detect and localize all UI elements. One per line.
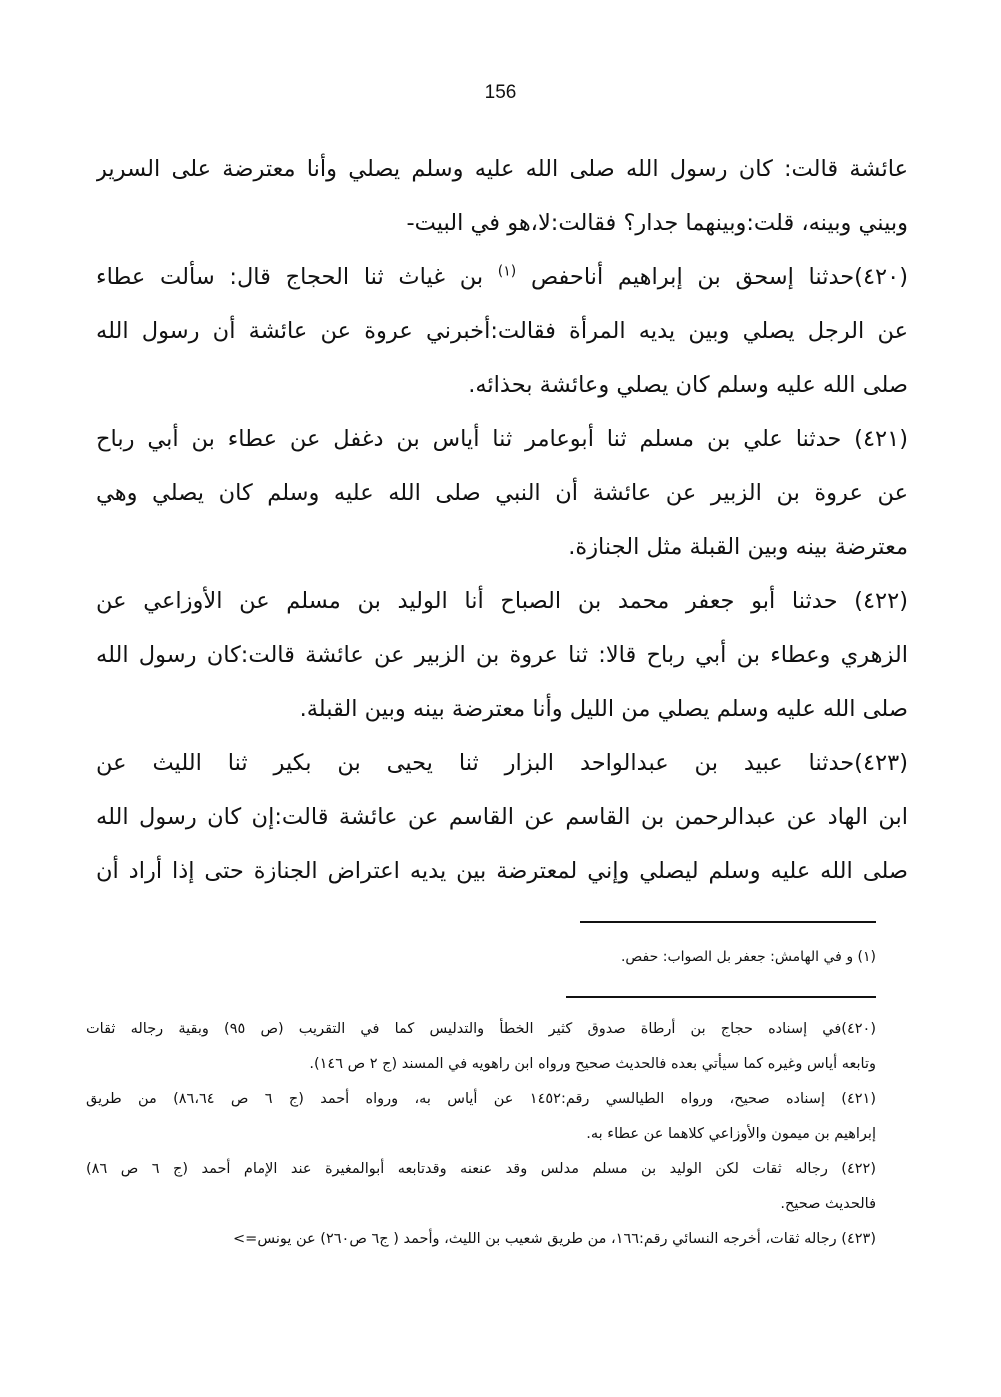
note-line: (٤٢٠)في إسناده حجاج بن أرطاة صدوق كثير الخطأ والتدليس كما في التقريب (ص ٩٥) وبقية رجاله ثقات <box>86 1021 876 1037</box>
text-line: (٤٢٢) حدثنا أبو جعفر محمد بن الصباح أنا الوليد بن مسلم عن الأوزاعي عن <box>96 588 908 614</box>
text-line: صلى الله عليه وسلم كان يصلي وعائشة بحذائه. <box>468 372 908 398</box>
text-line: الزهري وعطاء بن أبي رباح قالا: ثنا عروة بن الزبير عن عائشة قالت:كان رسول الله <box>96 642 908 668</box>
notes-separator <box>566 996 876 998</box>
text-line: ابن الهاد عن عبدالرحمن بن القاسم عن القاسم عن عائشة قالت:إن كان رسول الله <box>96 804 908 830</box>
main-text-body <box>96 142 908 898</box>
text-line: وبيني وبينه، قلت:وبينهما جدار؟ فقالت:لا،هو في البيت- <box>406 210 908 236</box>
note-line: (٤٢١) إسناده صحيح، ورواه الطيالسي رقم:١٤٥٢ عن أياس به، ورواه أحمد (ج ٦ ص ٨٦،٦٤) من طريق <box>86 1091 876 1107</box>
note-line: (٤٢٣) رجاله ثقات، أخرجه النسائي رقم:١٦٦، من طريق شعيب بن الليث، وأحمد ( ج٦ ص٢٦٠) عن يونس=> <box>233 1231 876 1247</box>
text-line: عائشة قالت: كان رسول الله صلى الله عليه وسلم يصلي وأنا معترضة على السرير <box>96 156 908 182</box>
text-line: عن الرجل يصلي وبين يديه المرأة فقالت:أخبرني عروة عن عائشة أن رسول الله <box>96 318 908 344</box>
note-line: (٤٢٢) رجاله ثقات لكن الوليد بن مسلم مدلس وقد عنعنه وقدتابعه أبوالمغيرة عند الإمام أحمد (ج ٦ ص ٨٦) <box>86 1161 876 1177</box>
text-line: صلى الله عليه وسلم يصلي من الليل وأنا معترضة بينه وبين القبلة. <box>299 696 908 722</box>
page-number: 156 <box>484 82 517 103</box>
text-line: صلى الله عليه وسلم ليصلي وإني لمعترضة بين يديه اعتراض الجنازة حتى إذا أراد أن <box>96 858 908 884</box>
footnote-1: (١) و في الهامش: جعفر بل الصواب: حفص. <box>620 949 876 965</box>
note-line: إبراهيم بن ميمون والأوزاعي كلاهما عن عطاء به. <box>586 1126 876 1142</box>
text-line-with-footnote <box>96 250 908 304</box>
note-line: وتابعه أياس وغيره كما سيأتي بعده فالحديث صحيح ورواه ابن راهويه في المسند (ج ٢ ص ١٤٦). <box>309 1056 876 1072</box>
text-line: عن عروة بن الزبير عن عائشة أن النبي صلى الله عليه وسلم كان يصلي وهي <box>96 480 908 506</box>
text-line: (٤٢٣)حدثنا عبيد بن عبدالواحد البزار ثنا يحيى بن بكير ثنا الليث عن <box>96 750 908 776</box>
text-line: معترضة بينه وبين القبلة مثل الجنازة. <box>568 534 908 560</box>
text-segment: بن غياث ثنا الحجاج قال: سألت عطاء <box>96 264 484 290</box>
text-line: (٤٢١) حدثنا علي بن مسلم ثنا أبوعامر ثنا أياس بن دغفل عن عطاء بن أبي رباح <box>96 426 908 452</box>
note-line: فالحديث صحيح. <box>780 1196 876 1212</box>
footnote-separator <box>580 921 876 923</box>
footnote-reference-marker: (١) <box>497 263 517 280</box>
hadith-notes <box>86 1012 876 1257</box>
text-segment: (٤٢٠)حدثنا إسحق بن إبراهيم أناحفص <box>530 264 908 290</box>
